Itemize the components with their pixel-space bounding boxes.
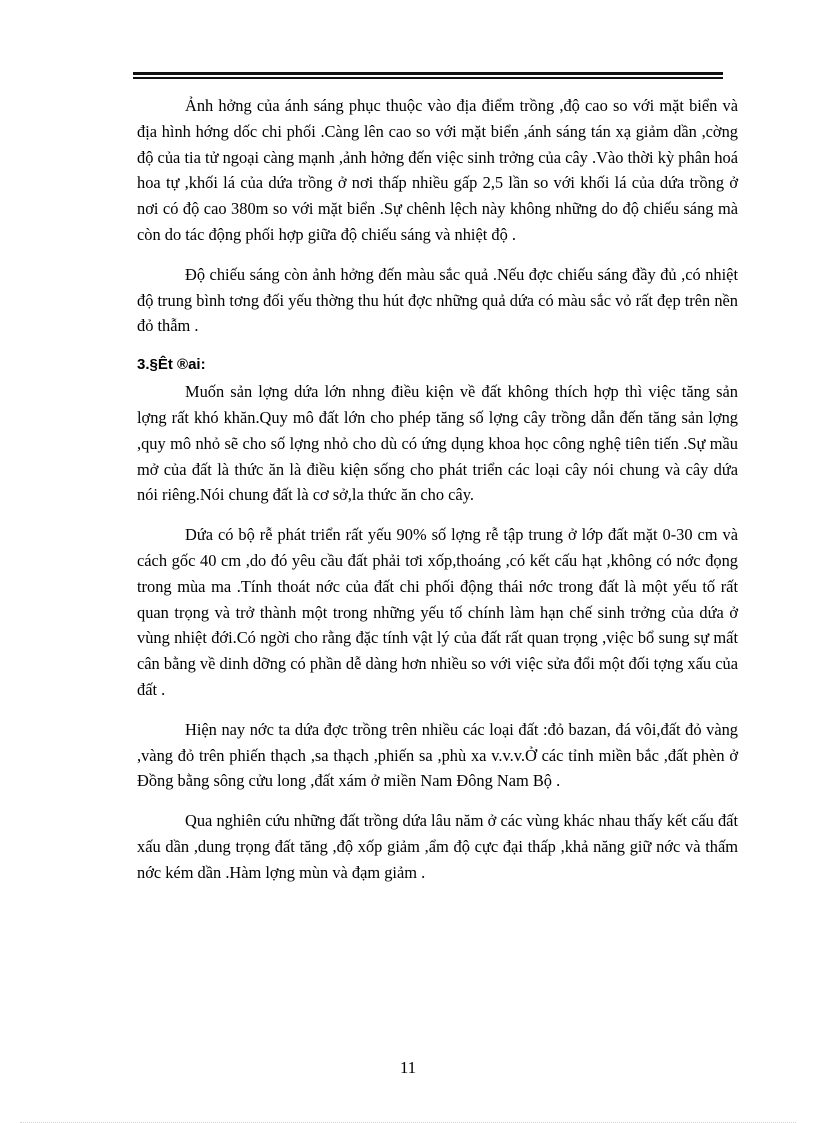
paragraph-light-influence: Ảnh hởng của ánh sáng phục thuộc vào địa điểm trồng ,độ cao so với mặt biển và địa hình hớng dốc chi phối .Càng lên cao so với mặt biển ,ánh sáng tán xạ giảm dần ,cờng độ của tia tử ngoại càng mạnh ,ảnh hởng đến việc sinh trởng của cây .Vào thời kỳ phân hoá hoa tự ,khối lá của dứa trồng ở nơi thấp nhiều gấp 2,5 lần so với khối lá của dứa trồng ở nơi có độ cao 380m so với mặt biển .Sự chênh lệch này không những do độ chiếu sáng mà còn do tác động phối hợp giữa độ chiếu sáng và nhiệt độ .: [137, 96, 738, 244]
paragraph-soil-types: Hiện nay nớc ta dứa đợc trồng trên nhiều các loại đất :đỏ bazan, đá vôi,đất đỏ vàng ,vàng đỏ trên phiến thạch ,sa thạch ,phiến sa ,phù xa v.v.v.Ở các tỉnh miền bắc ,đất phèn ở Đồng bằng sông cửu long ,đất xám ở miền Nam Đông Nam Bộ .: [137, 719, 738, 791]
page-content: [137, 93, 738, 900]
header-rule-thick: [133, 72, 723, 75]
paragraph-soil-degradation: Qua nghiên cứu những đất trồng dứa lâu năm ở các vùng khác nhau thấy kết cấu đất xấu dần ,dung trọng đất tăng ,độ xốp giảm ,ẩm độ cực đại thấp ,khả năng giữ nớc và thấm nớc kém dần .Hàm lợng mùn và đạm giảm .: [137, 811, 738, 882]
section-heading: 3.§Êt ®ai:: [137, 356, 206, 374]
paragraph-root-system: Dứa có bộ rễ phát triển rất yếu 90% số lợng rễ tập trung ở lớp đất mặt 0-30 cm và cách gốc 40 cm ,do đó yêu cầu đất phải tơi xốp,thoáng ,có kết cấu hạt ,không có nớc đọng trong mùa ma .Tính thoát nớc của đất chi phối động thái nớc trong đất là một yếu tố rất quan trọng và trở thành một trong những yếu tố chính làm hạn chế sinh trởng của dứa ở vùng nhiệt đới.Có ngời cho rằng đặc tính vật lý của đất rất quan trọng ,việc bổ sung sự mất cân bằng về dinh dỡng có phần dễ dàng hơn nhiều so với việc sửa đổi một đối tợng xấu của đất .: [137, 525, 738, 699]
page-number: 11: [399, 1058, 417, 1077]
header-rule-thin: [133, 77, 723, 79]
paragraph-soil-yield: Muốn sản lợng dứa lớn nhng điều kiện về đất không thích hợp thì việc tăng sản lợng rất khó khăn.Quy mô đất lớn cho phép tăng số lợng cây trồng dẫn đến tăng sản lợng ,quy mô nhỏ sẽ cho số lợng nhỏ cho dù có ứng dụng khoa học công nghệ tiên tiến .Sự mầu mở của đất là thức ăn là điều kiện sống cho phát triển các loại cây nói chung và cây dứa nói riêng.Nói chung đất là cơ sở,la thức ăn cho cây.: [137, 382, 738, 505]
paragraph-fruit-color: Độ chiếu sáng còn ảnh hởng đến màu sắc quả .Nếu đợc chiếu sáng đầy đủ ,có nhiệt độ trung bình tơng đối yếu thờng thu hút đợc những quả dứa có màu sắc vỏ rất đẹp trên nền đỏ thẫm .: [137, 264, 738, 336]
